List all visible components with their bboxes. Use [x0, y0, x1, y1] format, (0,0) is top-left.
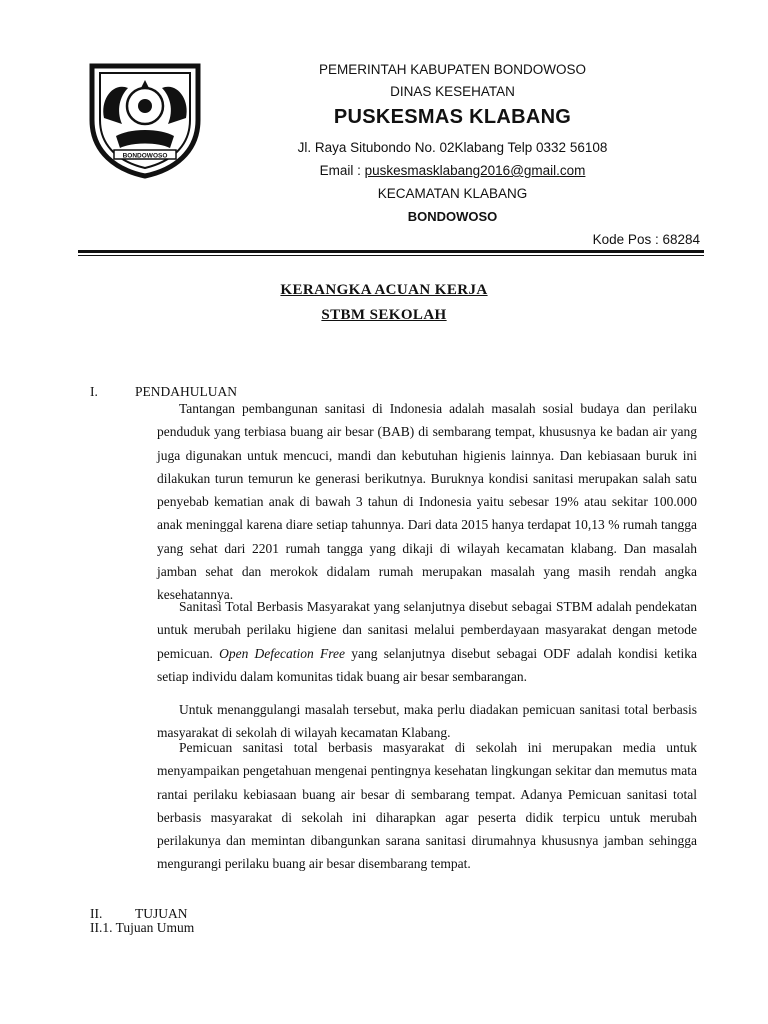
- paragraph: [157, 595, 697, 688]
- address-line: Jl. Raya Situbondo No. 02Klabang Telp 0332 56108: [297, 140, 608, 155]
- paragraph: Untuk menanggulangi masalah tersebut, maka perlu diadakan pemicuan sanitasi total berbasis masyarakat di sekolah di wilayah kecamatan Klabang.: [157, 702, 697, 741]
- email-line: [230, 163, 675, 178]
- postal-code: Kode Pos : 68284: [592, 232, 700, 247]
- government-line: PEMERINTAH KABUPATEN BONDOWOSO: [318, 62, 587, 77]
- city-line: BONDOWOSO: [407, 209, 498, 224]
- paragraph-italic-term: Open Defecation Free: [219, 645, 345, 661]
- header-divider-thin: [78, 255, 704, 256]
- organization-name: PUSKESMAS KLABANG: [333, 106, 572, 128]
- paragraph-text: Sanitasi Total Berbasis Masyarakat yang selanjutnya disebut sebagai STBM adalah pendekatan untuk merubah perilaku higiene dan sanitasi melalui pemberdayaan masyarakat dengan metode pemicuan.: [157, 599, 697, 661]
- section-heading: TUJUAN: [135, 906, 188, 921]
- paragraph-text: yang selanjutnya disebut sebagai ODF adalah kondisi ketika setiap individu dalam komunitas tidak buang air besar sembarangan.: [157, 645, 697, 684]
- subsection-heading: II.1. Tujuan Umum: [90, 920, 195, 935]
- email-label: Email :: [319, 163, 365, 178]
- section-number: II.: [90, 906, 103, 921]
- kecamatan-line: KECAMATAN KLABANG: [377, 186, 528, 201]
- document-subtitle: STBM SEKOLAH: [321, 307, 447, 323]
- logo-text: BONDOWOSO: [122, 152, 168, 160]
- header-divider-thick: [78, 250, 704, 253]
- section-heading: PENDAHULUAN: [135, 384, 237, 399]
- bondowoso-emblem-logo: [86, 58, 204, 180]
- email-link[interactable]: puskesmasklabang2016@gmail.com: [364, 163, 586, 178]
- paragraph: Tantangan pembangunan sanitasi di Indonesia adalah masalah sosial budaya dan perilaku penduduk yang terbiasa buang air besar (BAB) di sembarang tempat, khususnya ke badan air yang juga digunakan untuk mencuci, mandi dan kebutuhan higienis lainnya. Dan kebiasaan buruk ini dilakukan turun temurun ke generasi berikutnya. Buruknya kondisi sanitasi merupakan salah satu penyebab kematian anak di bawah 3 tahun di Indonesia yaitu sebesar 19% atau sekitar 100.000 anak meninggal karena diare setiap tahunnya. Dari data 2015 hanya terdapat 10,13 % rumah tangga yang sehat dari 2201 rumah tangga yang dikaji di wilayah kecamatan klabang. Dan masalah jamban sehat dan merokok didalam rumah merupakan masalah yang masih rendah angka kesehatannya.: [157, 401, 697, 603]
- department-line: DINAS KESEHATAN: [390, 84, 515, 99]
- section-number: I.: [90, 384, 98, 399]
- paragraph: Pemicuan sanitasi total berbasis masyarakat di sekolah ini merupakan media untuk menyampaikan pengetahuan mengenai pentingnya kesehatan lingkungan sekitar dan memutus mata rantai perilaku kebiasaan buang air besar di sembarang tempat. Adanya Pemicuan sanitasi total berbasis masyarakat di sekolah ini diharapkan agar peserta didik terpicu untuk merubah perilakunya dan memintan dibangunkan sarana sanitasi dirumahnya khususnya jamban sehingga mengurangi perilaku buang air besar disembarang tempat.: [157, 740, 697, 872]
- document-title: KERANGKA ACUAN KERJA: [280, 282, 488, 298]
